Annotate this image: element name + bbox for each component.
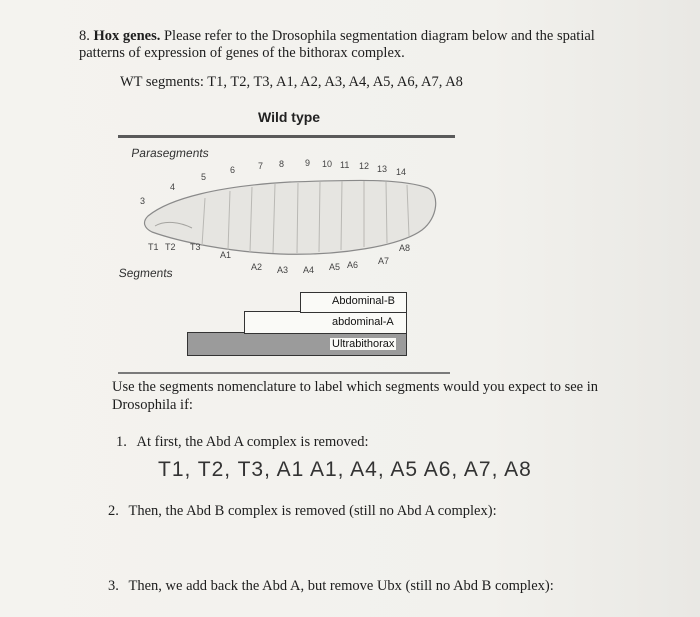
parasegment-number: 5 [201,172,207,182]
segment-label: A2 [251,262,263,272]
item-text: Then, the Abd B complex is removed (still no Abd A complex): [128,503,497,519]
question-intro-line2: patterns of expression of genes of the bithorax complex. [79,45,405,61]
segment-label: A4 [303,265,315,275]
gene-label-ubx: Ultrabithorax [332,338,395,350]
segment-label: A5 [329,262,341,272]
question-topic: Hox genes. [93,28,161,44]
segment-label: T1 [148,242,159,252]
segment-label: A1 [220,250,232,260]
segment-label: A6 [347,260,359,270]
question-heading [79,27,595,46]
parasegment-number: 11 [340,160,350,170]
question-item-1 [116,434,368,451]
item-number: 2. [108,503,119,519]
gene-label-abd-a: abdominal-A [332,316,394,328]
segments-label: Segments [118,266,174,280]
parasegment-number: 3 [140,196,146,206]
item-number: 1. [116,434,127,450]
question-number: 8. [79,28,90,44]
question-intro-line1: Please refer to the Drosophila segmentation diagram below and the spatial [163,28,595,44]
parasegment-number: 6 [230,165,236,175]
parasegment-number: 4 [170,182,176,192]
parasegment-number: 8 [279,159,285,169]
item-text: Then, we add back the Abd A, but remove Ubx (still no Abd B complex): [128,578,554,594]
parasegment-number: 9 [305,158,311,168]
wt-segments-list: WT segments: T1, T2, T3, A1, A2, A3, A4, A5, A6, A7, A8 [120,74,463,90]
parasegment-number: 14 [396,167,407,177]
question-item-3 [108,578,554,595]
item-text: At first, the Abd A complex is removed: [136,434,369,450]
parasegment-number: 7 [258,161,264,171]
parasegments-label: Parasegments [130,146,210,160]
item-number: 3. [108,578,119,594]
segment-label: A3 [277,265,289,275]
handwritten-answer: T1, T2, T3, A1 A1, A4, A5 A6, A7, A8 [158,458,532,481]
segment-label: T2 [165,242,176,252]
segment-label: A8 [399,243,411,253]
question-item-2 [108,503,497,520]
instructions-line1: Use the segments nomenclature to label which segments would you expect to see in [112,379,599,395]
segment-label: T3 [190,242,201,252]
segment-label: A7 [378,256,390,266]
instructions-line2: Drosophila if: [112,397,193,413]
parasegment-number: 10 [322,159,333,169]
parasegment-number: 12 [359,161,370,171]
parasegment-number: 13 [377,164,388,174]
embryo-outline [145,180,436,254]
diagram-title: Wild type [258,109,321,125]
diagram-bottom-rule [118,372,450,374]
gene-label-abd-b: Abdominal-B [332,295,395,307]
